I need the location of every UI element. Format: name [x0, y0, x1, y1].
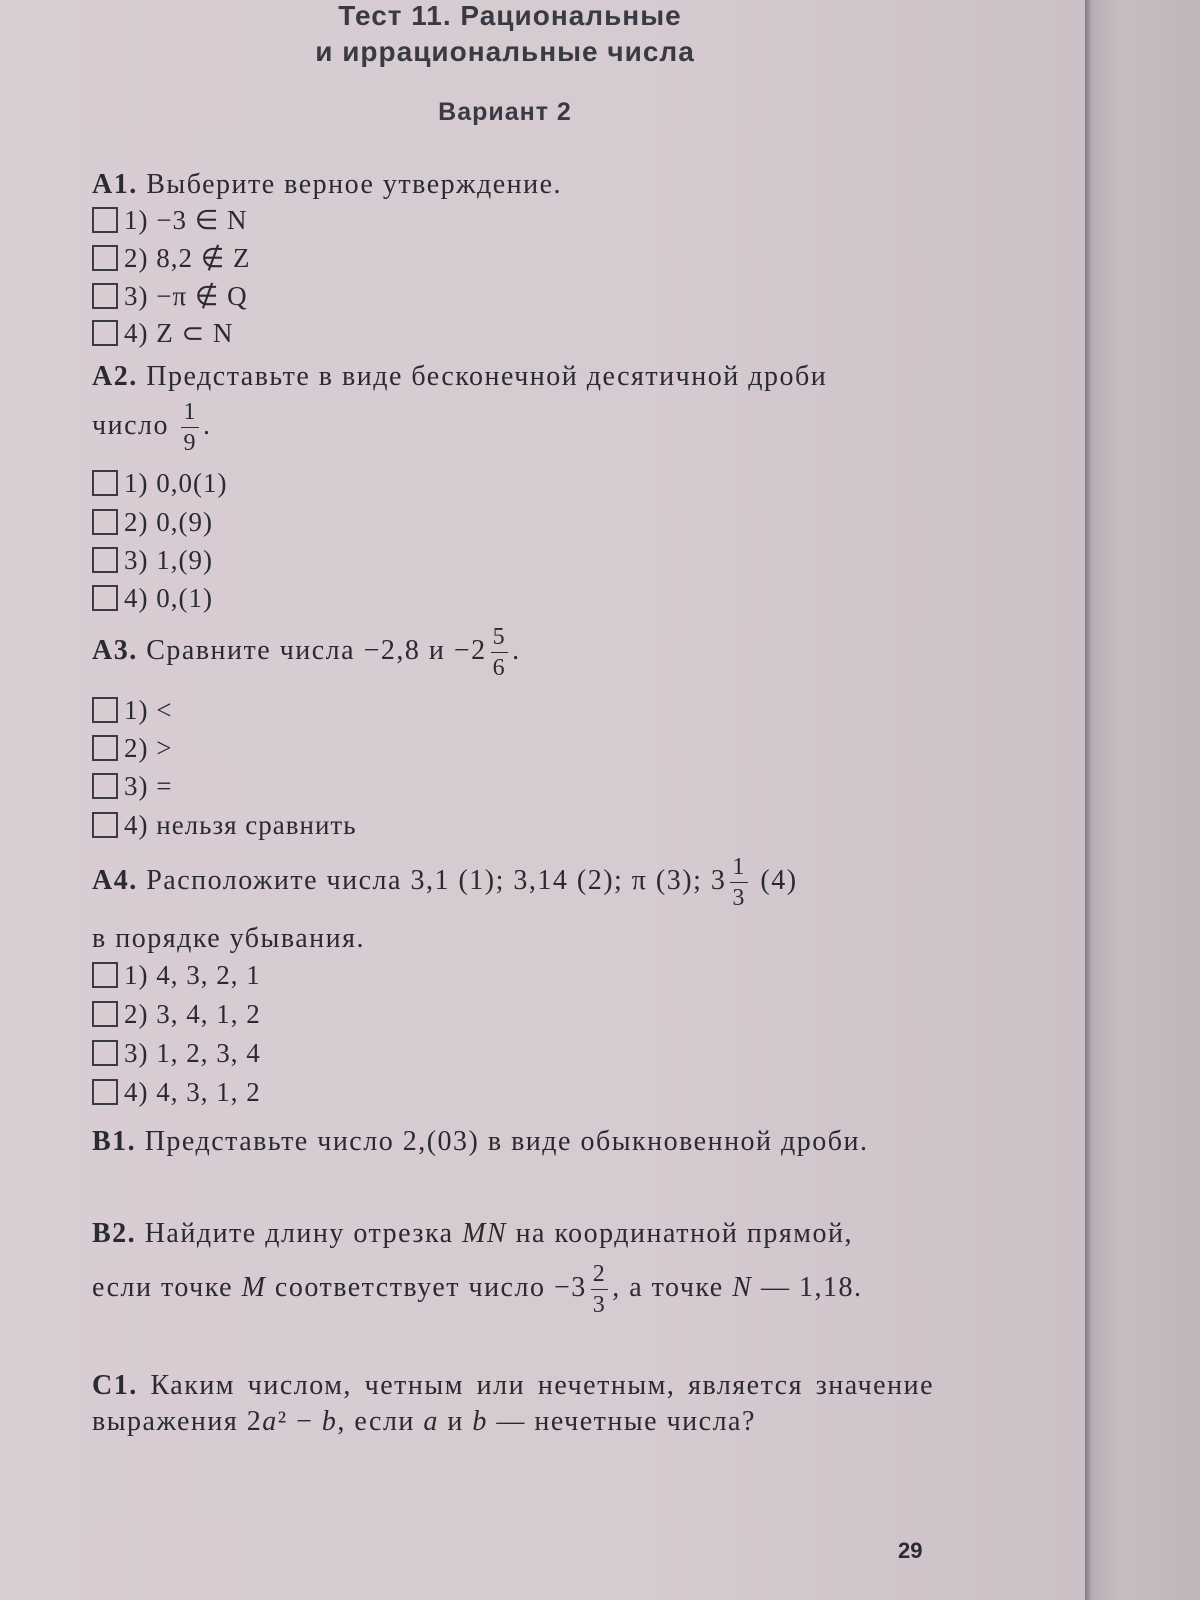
question-a4: А4. Расположите числа 3,1 (1); 3,14 (2); π (3); 3 $\frac{1}{3}$ (4) — [92, 854, 798, 911]
option-a2-3[interactable]: 3) 1,(9) — [92, 545, 213, 575]
question-text: Представьте в виде бесконечной десятичной дроби — [146, 361, 828, 392]
question-number: А4. — [92, 864, 138, 896]
fraction: $\frac{1}{3}$ — [732, 854, 746, 911]
checkbox[interactable] — [92, 1001, 118, 1027]
option-a4-4[interactable]: 4) 4, 3, 1, 2 — [92, 1077, 261, 1107]
option-a2-1[interactable]: 1) 0,0(1) — [92, 468, 227, 498]
checkbox[interactable] — [92, 509, 118, 535]
checkbox[interactable] — [92, 470, 118, 496]
page-title-line1: Тест 11. Рациональные — [338, 0, 682, 31]
option-a1-1[interactable]: 1) −3 ∈ N — [92, 205, 248, 235]
checkbox[interactable] — [92, 773, 118, 799]
fraction: $\frac{2}{3}$ — [592, 1261, 607, 1318]
checkbox[interactable] — [92, 1079, 118, 1105]
variant-heading: Вариант 2 — [438, 98, 572, 126]
question-number: С1. — [92, 1370, 138, 1401]
checkbox[interactable] — [92, 245, 118, 271]
fraction: $\frac{5}{6}$ — [492, 624, 507, 681]
option-a4-1[interactable]: 1) 4, 3, 2, 1 — [92, 960, 261, 990]
question-text: Расположите числа 3,1 (1); 3,14 (2); π (3); 3 — [146, 864, 727, 896]
checkbox[interactable] — [92, 697, 118, 723]
checkbox[interactable] — [92, 1040, 118, 1066]
option-a1-4[interactable]: 4) Z ⊂ N — [92, 318, 233, 348]
page-title-line2: и иррациональные числа — [315, 36, 695, 67]
question-a2-line2: число $\frac{1}{9}$ . — [92, 399, 212, 456]
option-a2-4[interactable]: 4) 0,(1) — [92, 583, 213, 613]
checkbox[interactable] — [92, 283, 118, 309]
option-a4-3[interactable]: 3) 1, 2, 3, 4 — [92, 1038, 261, 1068]
question-b1 — [92, 1125, 934, 1159]
question-number: А3. — [92, 634, 138, 666]
checkbox[interactable] — [92, 547, 118, 573]
option-a1-2[interactable]: 2) 8,2 ∉ Z — [92, 243, 251, 273]
page-number: 29 — [898, 1538, 923, 1563]
checkbox[interactable] — [92, 585, 118, 611]
checkbox[interactable] — [92, 735, 118, 761]
checkbox[interactable] — [92, 207, 118, 233]
question-number: А1. — [92, 169, 138, 200]
question-a2 — [92, 360, 942, 394]
question-number: В1. — [92, 1126, 137, 1157]
option-a3-2[interactable]: 2) > — [92, 733, 172, 763]
question-a3: А3. Сравните числа −2,8 и −2 $\frac{5}{6}$ . — [92, 624, 521, 681]
question-a4-line2: в порядке убывания. — [92, 923, 365, 954]
book-gutter — [1085, 0, 1200, 1600]
question-number: А2. — [92, 361, 138, 392]
option-a3-4[interactable]: 4) нельзя сравнить — [92, 810, 357, 840]
question-text: Выберите верное утверждение. — [146, 169, 563, 200]
option-a1-3[interactable]: 3) −π ∉ Q — [92, 281, 248, 311]
checkbox[interactable] — [92, 812, 118, 838]
option-a3-3[interactable]: 3) = — [92, 771, 172, 801]
option-a2-2[interactable]: 2) 0,(9) — [92, 507, 213, 537]
question-text: Сравните числа −2,8 и −2 — [146, 634, 487, 666]
question-b2-line2: если точке M соответствует число −3 $\frac{2}{3}$ , а точке N — 1,18. — [92, 1261, 863, 1318]
checkbox[interactable] — [92, 320, 118, 346]
fraction: $\frac{1}{9}$ — [183, 399, 197, 456]
option-a3-1[interactable]: 1) < — [92, 695, 172, 725]
question-c1: С1. Каким числом, четным или нечетным, является значение выражения 2a² − b, если a и b — нечетные числа? — [92, 1370, 934, 1437]
checkbox[interactable] — [92, 962, 118, 988]
question-number: В2. — [92, 1218, 137, 1249]
question-a1 — [92, 168, 942, 202]
question-b2: В2. Найдите длину отрезка MN на координатной прямой, — [92, 1218, 853, 1249]
question-text: Представьте число 2,(03) в виде обыкновенной дроби. — [144, 1126, 869, 1157]
option-a4-2[interactable]: 2) 3, 4, 1, 2 — [92, 999, 261, 1029]
